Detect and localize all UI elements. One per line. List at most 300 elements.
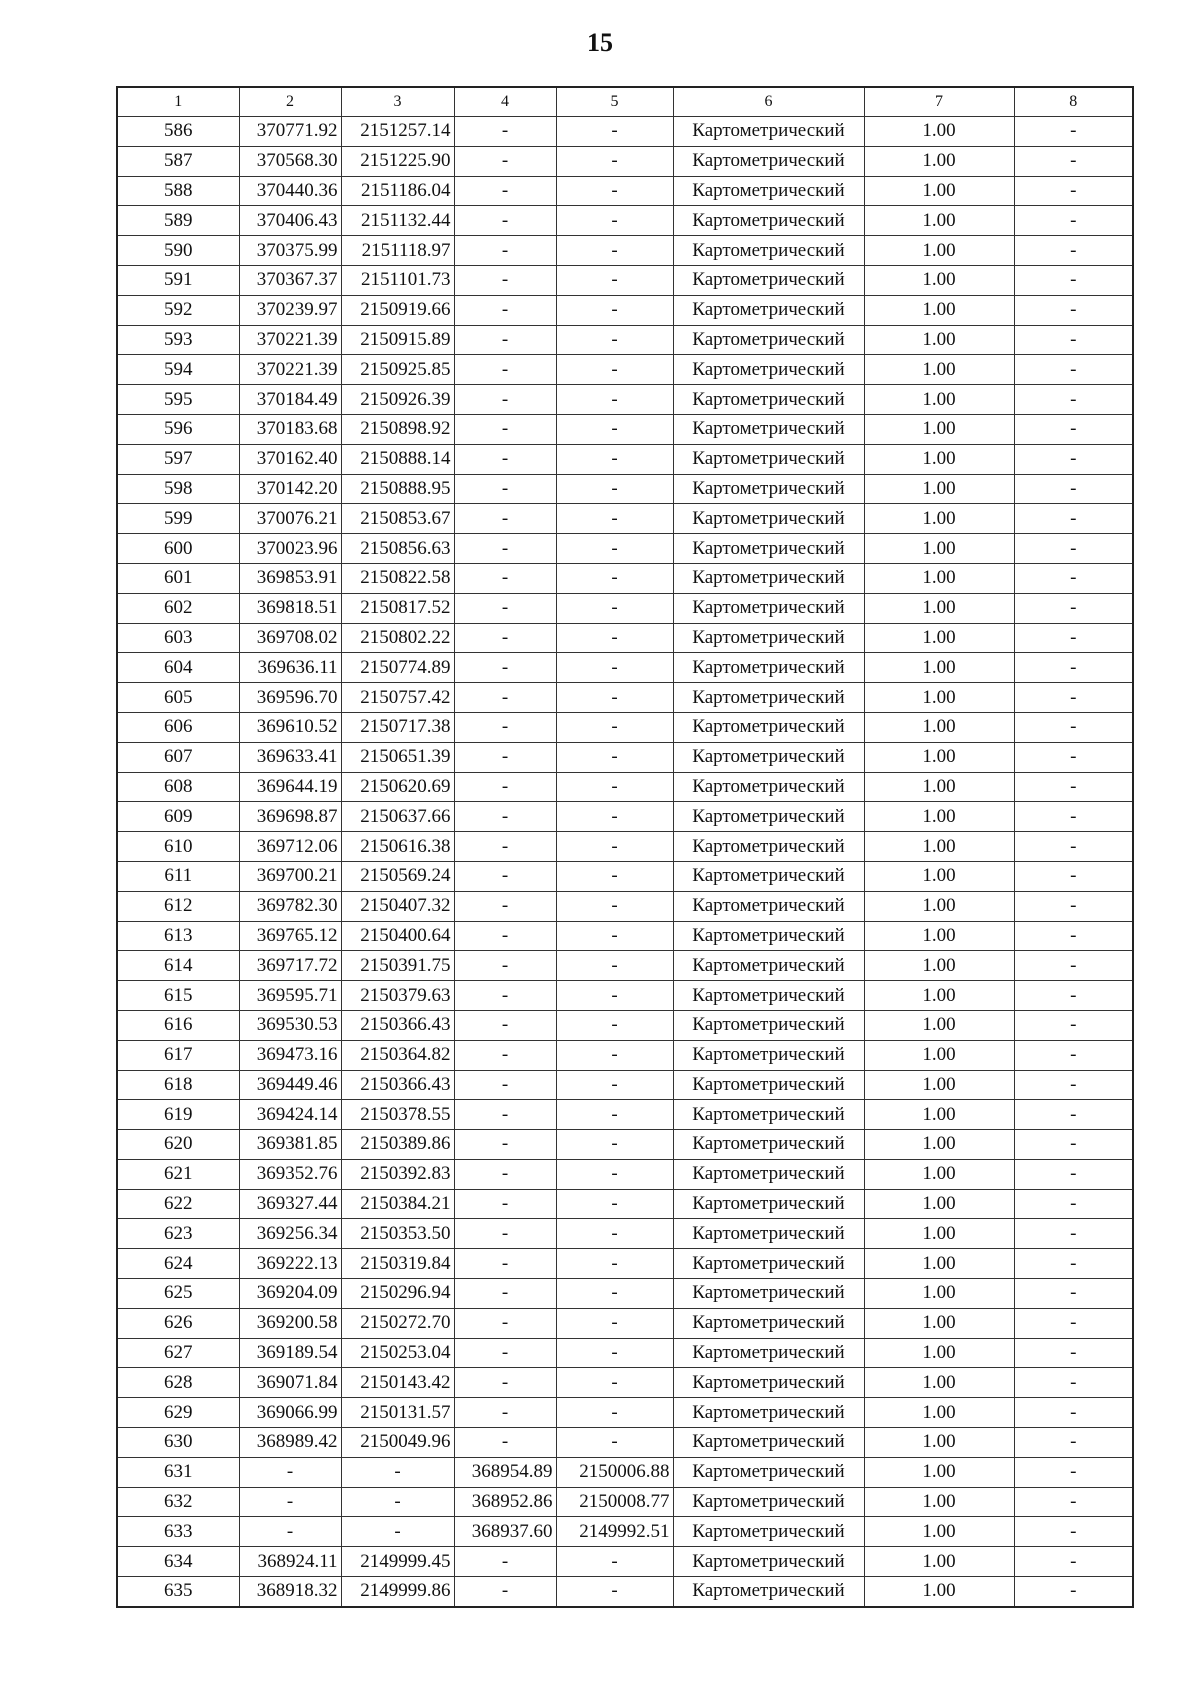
x-new-cell: - (454, 1368, 556, 1398)
table-row (117, 1040, 1133, 1070)
note-cell: - (1014, 1010, 1133, 1040)
point-number-cell: 618 (117, 1070, 239, 1100)
table-row (117, 1517, 1133, 1547)
x-coordinate-cell: 369424.14 (239, 1100, 341, 1130)
y-new-cell: - (556, 832, 673, 862)
x-new-cell: - (454, 861, 556, 891)
point-number-cell: 608 (117, 772, 239, 802)
method-cell: Картометрический (673, 265, 864, 295)
note-cell: - (1014, 921, 1133, 951)
y-new-cell: 2150008.77 (556, 1487, 673, 1517)
point-number-cell: 628 (117, 1368, 239, 1398)
table-row (117, 236, 1133, 266)
table-row (117, 1308, 1133, 1338)
y-new-cell: - (556, 593, 673, 623)
method-cell: Картометрический (673, 563, 864, 593)
y-coordinate-cell: 2150651.39 (341, 742, 454, 772)
point-number-cell: 623 (117, 1219, 239, 1249)
point-number-cell: 594 (117, 355, 239, 385)
accuracy-cell: 1.00 (864, 1189, 1014, 1219)
y-new-cell: - (556, 951, 673, 981)
table-row (117, 832, 1133, 862)
method-cell: Картометрический (673, 444, 864, 474)
y-new-cell: - (556, 623, 673, 653)
table-row (117, 653, 1133, 683)
y-new-cell: - (556, 295, 673, 325)
method-cell: Картометрический (673, 1428, 864, 1458)
note-cell: - (1014, 206, 1133, 236)
note-cell: - (1014, 1368, 1133, 1398)
accuracy-cell: 1.00 (864, 355, 1014, 385)
point-number-cell: 591 (117, 265, 239, 295)
point-number-cell: 590 (117, 236, 239, 266)
note-cell: - (1014, 1308, 1133, 1338)
note-cell: - (1014, 1577, 1133, 1607)
note-cell: - (1014, 981, 1133, 1011)
y-coordinate-cell: 2150817.52 (341, 593, 454, 623)
accuracy-cell: 1.00 (864, 1100, 1014, 1130)
y-coordinate-cell: 2149999.86 (341, 1577, 454, 1607)
accuracy-cell: 1.00 (864, 474, 1014, 504)
method-cell: Картометрический (673, 1517, 864, 1547)
y-coordinate-cell: 2150392.83 (341, 1159, 454, 1189)
accuracy-cell: 1.00 (864, 593, 1014, 623)
table-row (117, 414, 1133, 444)
y-coordinate-cell: 2150366.43 (341, 1070, 454, 1100)
note-cell: - (1014, 1279, 1133, 1309)
x-new-cell: - (454, 1428, 556, 1458)
table-row (117, 861, 1133, 891)
note-cell: - (1014, 1338, 1133, 1368)
accuracy-cell: 1.00 (864, 772, 1014, 802)
x-new-cell: - (454, 504, 556, 534)
table-row (117, 474, 1133, 504)
note-cell: - (1014, 951, 1133, 981)
y-coordinate-cell: - (341, 1487, 454, 1517)
point-number-cell: 603 (117, 623, 239, 653)
table-row (117, 504, 1133, 534)
point-number-cell: 611 (117, 861, 239, 891)
table-row (117, 1219, 1133, 1249)
y-coordinate-cell: 2151225.90 (341, 146, 454, 176)
y-new-cell: - (556, 385, 673, 415)
note-cell: - (1014, 742, 1133, 772)
y-coordinate-cell: 2150407.32 (341, 891, 454, 921)
table-row (117, 176, 1133, 206)
x-new-cell: - (454, 1100, 556, 1130)
accuracy-cell: 1.00 (864, 1308, 1014, 1338)
x-coordinate-cell: 369636.11 (239, 653, 341, 683)
point-number-cell: 593 (117, 325, 239, 355)
method-cell: Картометрический (673, 712, 864, 742)
table-row (117, 1428, 1133, 1458)
x-coordinate-cell: 369256.34 (239, 1219, 341, 1249)
y-new-cell: - (556, 117, 673, 147)
point-number-cell: 595 (117, 385, 239, 415)
table-row (117, 444, 1133, 474)
coordinates-table (116, 86, 1134, 1608)
accuracy-cell: 1.00 (864, 1428, 1014, 1458)
method-cell: Картометрический (673, 1100, 864, 1130)
table-row (117, 295, 1133, 325)
method-cell: Картометрический (673, 802, 864, 832)
y-new-cell: - (556, 1338, 673, 1368)
table-row (117, 802, 1133, 832)
x-new-cell: - (454, 1249, 556, 1279)
x-new-cell: - (454, 265, 556, 295)
x-new-cell: - (454, 117, 556, 147)
table-row (117, 1547, 1133, 1577)
y-new-cell: - (556, 742, 673, 772)
x-coordinate-cell: 369222.13 (239, 1249, 341, 1279)
y-coordinate-cell: 2149999.45 (341, 1547, 454, 1577)
table-row (117, 1457, 1133, 1487)
y-new-cell: - (556, 683, 673, 713)
note-cell: - (1014, 1219, 1133, 1249)
y-coordinate-cell: 2150049.96 (341, 1428, 454, 1458)
x-coordinate-cell: 369204.09 (239, 1279, 341, 1309)
x-new-cell: - (454, 712, 556, 742)
method-cell: Картометрический (673, 117, 864, 147)
x-new-cell: - (454, 385, 556, 415)
accuracy-cell: 1.00 (864, 385, 1014, 415)
accuracy-cell: 1.00 (864, 802, 1014, 832)
note-cell: - (1014, 772, 1133, 802)
y-coordinate-cell: 2150400.64 (341, 921, 454, 951)
point-number-cell: 625 (117, 1279, 239, 1309)
x-coordinate-cell: - (239, 1487, 341, 1517)
method-cell: Картометрический (673, 1279, 864, 1309)
x-new-cell: - (454, 1010, 556, 1040)
y-new-cell: - (556, 325, 673, 355)
x-new-cell: - (454, 1189, 556, 1219)
y-coordinate-cell: 2150926.39 (341, 385, 454, 415)
table-row (117, 534, 1133, 564)
page-number: 15 (587, 28, 613, 57)
y-coordinate-cell: 2150925.85 (341, 355, 454, 385)
method-cell: Картометрический (673, 1368, 864, 1398)
table-row (117, 325, 1133, 355)
x-coordinate-cell: 369596.70 (239, 683, 341, 713)
y-coordinate-cell: 2150143.42 (341, 1368, 454, 1398)
table-row (117, 742, 1133, 772)
y-new-cell: - (556, 1219, 673, 1249)
note-cell: - (1014, 117, 1133, 147)
table-row (117, 1010, 1133, 1040)
coordinates-table-container (116, 86, 1132, 1608)
accuracy-cell: 1.00 (864, 712, 1014, 742)
x-new-cell: - (454, 1338, 556, 1368)
x-coordinate-cell: 370183.68 (239, 414, 341, 444)
y-new-cell: - (556, 265, 673, 295)
x-new-cell: - (454, 593, 556, 623)
x-coordinate-cell: - (239, 1517, 341, 1547)
table-row (117, 117, 1133, 147)
point-number-cell: 614 (117, 951, 239, 981)
y-coordinate-cell: 2150379.63 (341, 981, 454, 1011)
x-coordinate-cell: 370142.20 (239, 474, 341, 504)
x-new-cell: - (454, 206, 556, 236)
accuracy-cell: 1.00 (864, 1398, 1014, 1428)
x-new-cell: - (454, 653, 556, 683)
note-cell: - (1014, 355, 1133, 385)
note-cell: - (1014, 414, 1133, 444)
note-cell: - (1014, 1487, 1133, 1517)
method-cell: Картометрический (673, 623, 864, 653)
note-cell: - (1014, 891, 1133, 921)
x-new-cell: - (454, 1159, 556, 1189)
method-cell: Картометрический (673, 206, 864, 236)
method-cell: Картометрический (673, 951, 864, 981)
method-cell: Картометрический (673, 236, 864, 266)
accuracy-cell: 1.00 (864, 1040, 1014, 1070)
point-number-cell: 617 (117, 1040, 239, 1070)
x-coordinate-cell: 369818.51 (239, 593, 341, 623)
accuracy-cell: 1.00 (864, 861, 1014, 891)
note-cell: - (1014, 861, 1133, 891)
y-coordinate-cell: 2150757.42 (341, 683, 454, 713)
y-coordinate-cell: 2150915.89 (341, 325, 454, 355)
accuracy-cell: 1.00 (864, 1070, 1014, 1100)
accuracy-cell: 1.00 (864, 444, 1014, 474)
table-row (117, 593, 1133, 623)
x-new-cell: - (454, 474, 556, 504)
x-coordinate-cell: 369765.12 (239, 921, 341, 951)
note-cell: - (1014, 653, 1133, 683)
note-cell: - (1014, 1428, 1133, 1458)
point-number-cell: 633 (117, 1517, 239, 1547)
x-new-cell: - (454, 1577, 556, 1607)
accuracy-cell: 1.00 (864, 1010, 1014, 1040)
column-header: 7 (864, 87, 1014, 117)
point-number-cell: 604 (117, 653, 239, 683)
x-coordinate-cell: 370184.49 (239, 385, 341, 415)
y-new-cell: - (556, 981, 673, 1011)
y-new-cell: - (556, 444, 673, 474)
x-new-cell: - (454, 563, 556, 593)
note-cell: - (1014, 593, 1133, 623)
y-coordinate-cell: 2150802.22 (341, 623, 454, 653)
x-coordinate-cell: 369698.87 (239, 802, 341, 832)
accuracy-cell: 1.00 (864, 295, 1014, 325)
y-new-cell: - (556, 891, 673, 921)
point-number-cell: 609 (117, 802, 239, 832)
x-coordinate-cell: 368989.42 (239, 1428, 341, 1458)
point-number-cell: 632 (117, 1487, 239, 1517)
y-new-cell: - (556, 1547, 673, 1577)
y-coordinate-cell: 2151132.44 (341, 206, 454, 236)
method-cell: Картометрический (673, 474, 864, 504)
y-new-cell: - (556, 921, 673, 951)
x-new-cell: - (454, 325, 556, 355)
table-row (117, 683, 1133, 713)
note-cell: - (1014, 474, 1133, 504)
y-coordinate-cell: 2150637.66 (341, 802, 454, 832)
accuracy-cell: 1.00 (864, 1547, 1014, 1577)
method-cell: Картометрический (673, 1577, 864, 1607)
y-coordinate-cell: 2150717.38 (341, 712, 454, 742)
x-coordinate-cell: 369381.85 (239, 1130, 341, 1160)
x-coordinate-cell: 369449.46 (239, 1070, 341, 1100)
x-new-cell: - (454, 236, 556, 266)
x-new-cell: - (454, 1219, 556, 1249)
accuracy-cell: 1.00 (864, 1457, 1014, 1487)
x-new-cell: - (454, 1279, 556, 1309)
accuracy-cell: 1.00 (864, 1338, 1014, 1368)
y-new-cell: - (556, 236, 673, 266)
note-cell: - (1014, 444, 1133, 474)
point-number-cell: 596 (117, 414, 239, 444)
x-new-cell: - (454, 891, 556, 921)
y-coordinate-cell: 2151118.97 (341, 236, 454, 266)
y-new-cell: - (556, 1279, 673, 1309)
y-coordinate-cell: 2150272.70 (341, 1308, 454, 1338)
x-coordinate-cell: 368924.11 (239, 1547, 341, 1577)
table-row (117, 1130, 1133, 1160)
note-cell: - (1014, 265, 1133, 295)
method-cell: Картометрический (673, 593, 864, 623)
x-new-cell: - (454, 146, 556, 176)
accuracy-cell: 1.00 (864, 206, 1014, 236)
y-coordinate-cell: 2150366.43 (341, 1010, 454, 1040)
y-coordinate-cell: 2150389.86 (341, 1130, 454, 1160)
note-cell: - (1014, 1398, 1133, 1428)
y-new-cell: - (556, 1100, 673, 1130)
table-row (117, 265, 1133, 295)
method-cell: Картометрический (673, 1010, 864, 1040)
point-number-cell: 592 (117, 295, 239, 325)
point-number-cell: 635 (117, 1577, 239, 1607)
accuracy-cell: 1.00 (864, 236, 1014, 266)
x-coordinate-cell: 369352.76 (239, 1159, 341, 1189)
method-cell: Картометрический (673, 1457, 864, 1487)
x-new-cell: 368937.60 (454, 1517, 556, 1547)
y-new-cell: - (556, 861, 673, 891)
y-coordinate-cell: 2150569.24 (341, 861, 454, 891)
point-number-cell: 626 (117, 1308, 239, 1338)
accuracy-cell: 1.00 (864, 891, 1014, 921)
method-cell: Картометрический (673, 504, 864, 534)
accuracy-cell: 1.00 (864, 832, 1014, 862)
x-coordinate-cell: 369327.44 (239, 1189, 341, 1219)
note-cell: - (1014, 1070, 1133, 1100)
x-coordinate-cell: 369712.06 (239, 832, 341, 862)
point-number-cell: 612 (117, 891, 239, 921)
note-cell: - (1014, 534, 1133, 564)
x-coordinate-cell: 370076.21 (239, 504, 341, 534)
note-cell: - (1014, 623, 1133, 653)
x-coordinate-cell: 369071.84 (239, 1368, 341, 1398)
x-new-cell: - (454, 355, 556, 385)
y-new-cell: - (556, 1010, 673, 1040)
x-coordinate-cell: 368918.32 (239, 1577, 341, 1607)
y-new-cell: - (556, 1428, 673, 1458)
x-new-cell: - (454, 772, 556, 802)
method-cell: Картометрический (673, 1070, 864, 1100)
table-row (117, 385, 1133, 415)
table-row (117, 712, 1133, 742)
x-coordinate-cell: 370221.39 (239, 325, 341, 355)
x-new-cell: - (454, 444, 556, 474)
method-cell: Картометрический (673, 772, 864, 802)
y-coordinate-cell: 2150774.89 (341, 653, 454, 683)
table-row (117, 623, 1133, 653)
point-number-cell: 601 (117, 563, 239, 593)
y-new-cell: - (556, 1368, 673, 1398)
method-cell: Картометрический (673, 832, 864, 862)
y-new-cell: - (556, 1308, 673, 1338)
accuracy-cell: 1.00 (864, 1517, 1014, 1547)
x-coordinate-cell: 369473.16 (239, 1040, 341, 1070)
y-coordinate-cell: 2150888.14 (341, 444, 454, 474)
y-new-cell: - (556, 146, 673, 176)
point-number-cell: 624 (117, 1249, 239, 1279)
x-new-cell: - (454, 534, 556, 564)
x-coordinate-cell: 370162.40 (239, 444, 341, 474)
point-number-cell: 610 (117, 832, 239, 862)
x-new-cell: - (454, 921, 556, 951)
x-coordinate-cell: 369782.30 (239, 891, 341, 921)
y-new-cell: - (556, 712, 673, 742)
note-cell: - (1014, 1130, 1133, 1160)
x-coordinate-cell: 370367.37 (239, 265, 341, 295)
x-coordinate-cell: 369853.91 (239, 563, 341, 593)
x-new-cell: - (454, 832, 556, 862)
note-cell: - (1014, 1517, 1133, 1547)
accuracy-cell: 1.00 (864, 951, 1014, 981)
y-new-cell: - (556, 1040, 673, 1070)
table-row (117, 1398, 1133, 1428)
method-cell: Картометрический (673, 1130, 864, 1160)
y-new-cell: - (556, 474, 673, 504)
note-cell: - (1014, 802, 1133, 832)
y-new-cell: - (556, 1249, 673, 1279)
point-number-cell: 630 (117, 1428, 239, 1458)
point-number-cell: 600 (117, 534, 239, 564)
y-new-cell: - (556, 1577, 673, 1607)
accuracy-cell: 1.00 (864, 1487, 1014, 1517)
note-cell: - (1014, 1040, 1133, 1070)
accuracy-cell: 1.00 (864, 563, 1014, 593)
y-new-cell: - (556, 1130, 673, 1160)
x-new-cell: - (454, 295, 556, 325)
method-cell: Картометрический (673, 146, 864, 176)
x-new-cell: - (454, 1547, 556, 1577)
point-number-cell: 588 (117, 176, 239, 206)
table-body (117, 117, 1133, 1607)
y-coordinate-cell: 2150616.38 (341, 832, 454, 862)
x-coordinate-cell: 369189.54 (239, 1338, 341, 1368)
x-new-cell: - (454, 1130, 556, 1160)
x-coordinate-cell: 370406.43 (239, 206, 341, 236)
table-header-row (117, 87, 1133, 117)
table-row (117, 1070, 1133, 1100)
y-coordinate-cell: 2151186.04 (341, 176, 454, 206)
table-row (117, 891, 1133, 921)
accuracy-cell: 1.00 (864, 1219, 1014, 1249)
column-header: 2 (239, 87, 341, 117)
y-coordinate-cell: 2151101.73 (341, 265, 454, 295)
accuracy-cell: 1.00 (864, 981, 1014, 1011)
y-coordinate-cell: 2150131.57 (341, 1398, 454, 1428)
table-row (117, 772, 1133, 802)
method-cell: Картометрический (673, 176, 864, 206)
table-row (117, 981, 1133, 1011)
accuracy-cell: 1.00 (864, 1368, 1014, 1398)
x-coordinate-cell: 370375.99 (239, 236, 341, 266)
method-cell: Картометрический (673, 891, 864, 921)
method-cell: Картометрический (673, 534, 864, 564)
